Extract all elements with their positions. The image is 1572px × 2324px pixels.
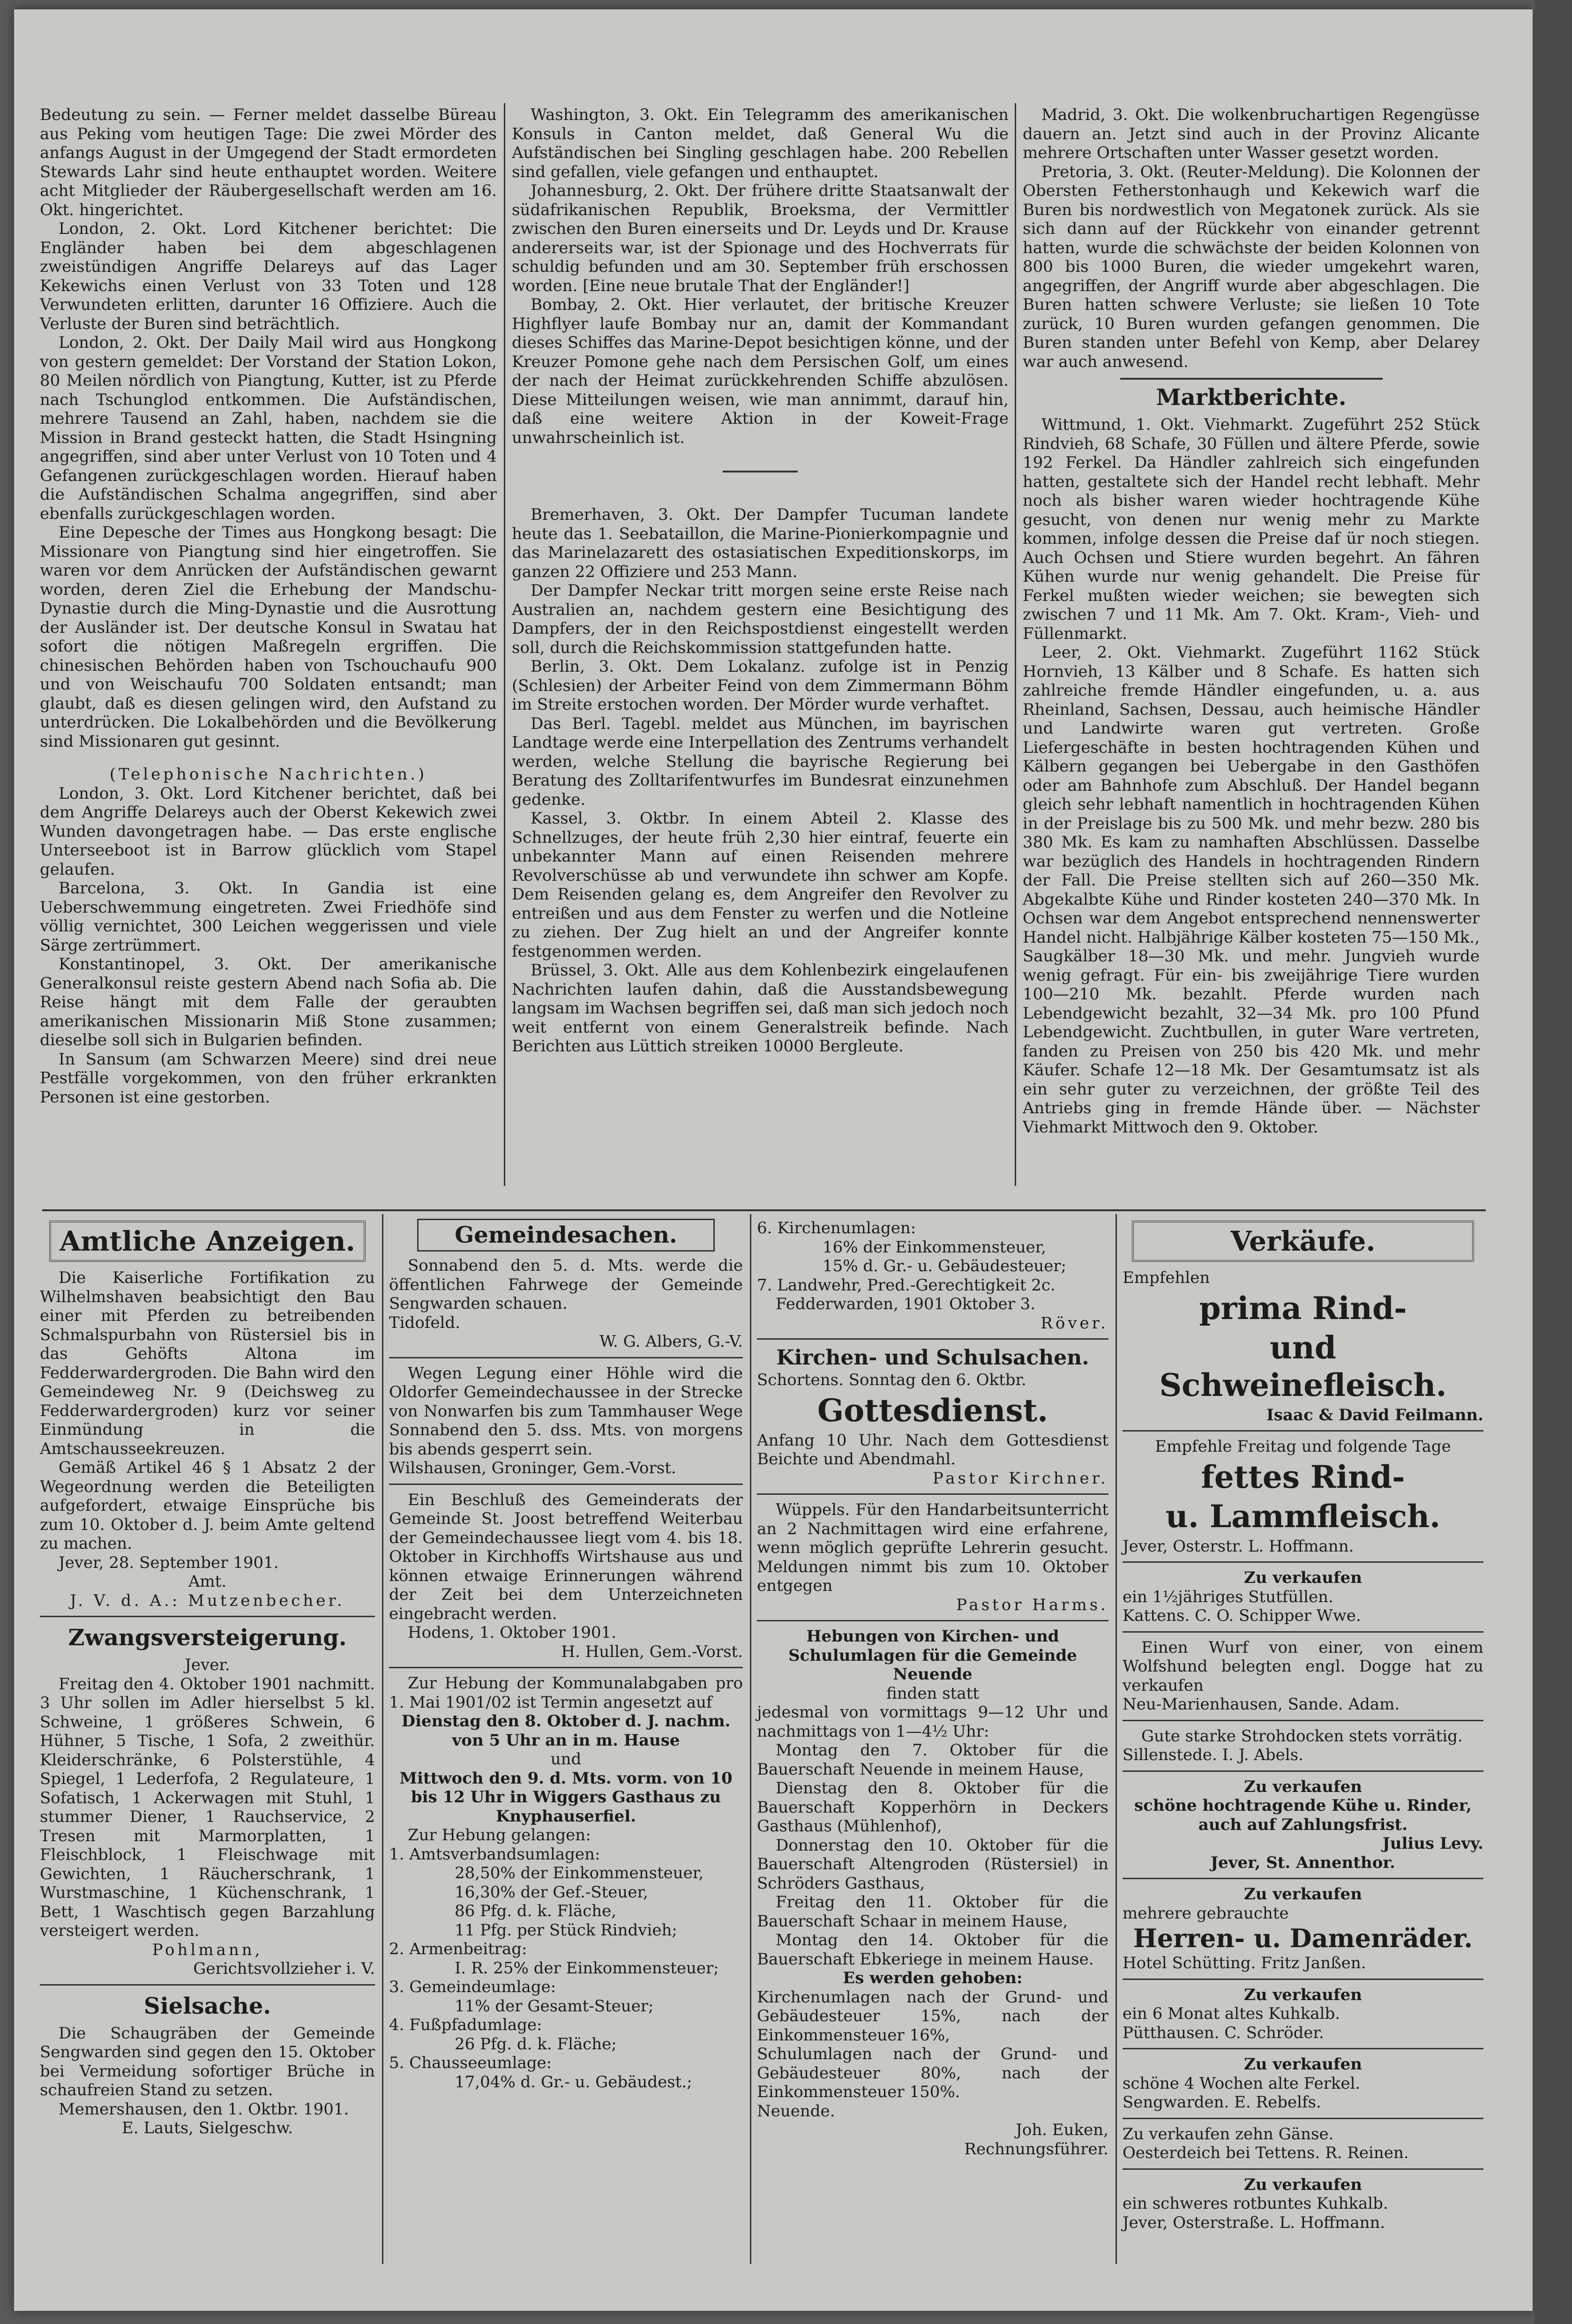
list-item: 6. Kirchenumlagen: xyxy=(757,1219,916,1237)
list-item: 3. Gemeindeumlage: xyxy=(389,1978,556,1996)
list-item: 17,04% d. Gr.- u. Gebäudest.; xyxy=(455,2072,692,2092)
ad-sign: Jever, St. Annenthor. xyxy=(1210,1853,1396,1872)
notice: Wegen Legung einer Höhle wird die Oldorfer Gemeindechaussee in der Strecke von Nonwarfen bis zum Tammhauser Wege Sonnabend den 5. dss. Mts. von morgens bis abends gesperrt sein. xyxy=(389,1364,743,1459)
list-item: Montag den 7. Oktober für die Bauerschaft Neuende in meinem Hause, xyxy=(757,1741,1108,1779)
ad-headline: Herren- u. Damenräder. xyxy=(1133,1923,1473,1953)
ad-text: Einen Wurf von einer, von einem Wolfshund belegten engl. Dogge hat zu verkaufen xyxy=(1123,1638,1483,1695)
section-rule xyxy=(42,1209,1486,1211)
notice: Wüppels. Für den Handarbeitsunterricht an 2 Nachmittagen wird eine erfahrene, wenn möglich geprüfte Lehrerin gesucht. Meldungen nimmt bis zum 10. Oktober entgegen xyxy=(757,1500,1108,1595)
article: Johannesburg, 2. Okt. Der frühere dritte Staatsanwalt der südafrikanischen Republik, Broeksma, der Vermittler zwischen den Buren einerseits und Dr. Leyds und Dr. Krause andererseits war, ist der Spionage und des Hochverrats für schuldig befunden und am 30. September früh erschossen worden. [Eine neue brutale That der Engländer!] xyxy=(512,181,1009,295)
divider xyxy=(389,1667,743,1668)
list-item: 28,50% der Einkommensteuer, xyxy=(455,1864,704,1882)
list-item: 16,30% der Gef.-Steuer, xyxy=(455,1882,648,1902)
divider xyxy=(1123,1770,1483,1772)
article: London, 2. Okt. Lord Kitchener berichtet: Die Engländer haben bei dem abgeschlagenen zweistündigen Angriffe Delareys auf das Lager Kekewichs einen Verlust von 33 Toten und 128 Verwundeten erlitten, darunter 16 Offiziere. Auch die Verluste der Buren sind beträchtlich. xyxy=(40,219,497,333)
ad-sign: Sillenstede. I. J. Abels. xyxy=(1123,1746,1303,1764)
notice-bold: Dienstag den 8. Oktober d. J. nachm. von 5 Uhr an in m. Hause xyxy=(401,1712,731,1750)
notice-sign: Pohlmann, xyxy=(152,1940,263,1959)
notice: Gemäß Artikel 46 § 1 Absatz 2 der Wegeordnung werden die Beteiligten aufgefordert, etwaige Einsprüche bis zum 10. Oktober d. J. beim Amte geltend zu machen. xyxy=(40,1458,375,1553)
ad-text: ein 1½jähriges Stutfüllen. xyxy=(1123,1587,1333,1606)
list-item: 15% d. Gr.- u. Gebäudesteuer; xyxy=(823,1257,1067,1275)
divider xyxy=(1120,378,1383,380)
notice-office: Amt. xyxy=(188,1572,227,1591)
notice-sign: Gerichtsvollzieher i. V. xyxy=(193,1959,375,1978)
divider xyxy=(1123,1561,1483,1563)
ad-text: ein schweres rotbuntes Kuhkalb. xyxy=(1123,2194,1388,2213)
ad-sign: Julius Levy. xyxy=(1382,1834,1483,1853)
ad-text: schöne 4 Wochen alte Ferkel. xyxy=(1123,2074,1361,2093)
article: Washington, 3. Okt. Ein Telegramm des amerikanischen Konsuls in Canton meldet, daß General Wu die Aufständischen bei Singling geschlagen habe. 200 Rebellen sind gefallen, viele gefangen und enthauptet. xyxy=(512,105,1009,181)
ads-column-2 xyxy=(389,1219,743,2092)
news-column-1 xyxy=(40,105,497,1107)
divider xyxy=(1123,2118,1483,2119)
notice: Zur Hebung der Kommunalabgaben pro 1. Mai 1901/02 ist Termin angesetzt auf xyxy=(389,1674,743,1712)
column-rule-1 xyxy=(504,103,505,1186)
divider xyxy=(1123,1430,1483,1432)
section-heading: (Telephonische Nachrichten.) xyxy=(109,765,427,784)
notice-sign: Röver. xyxy=(1041,1313,1108,1333)
column-rule-4 xyxy=(750,1214,751,2264)
article: London, 2. Okt. Der Daily Mail wird aus Hongkong von gestern gemeldet: Der Vorstand der Station Lokon, 80 Meilen nördlich von Piangtung, Kutter, ist zu Pferde nach Tschunglod entkommen. Die Aufständischen, mehrere Tausend an Zahl, haben, nachdem sie die Mission in Brand gesteckt hatten, die Stadt Hsingning angegriffen, sind aber unter Verlust von 10 Toten und 4 Gefangenen zurückgeschlagen worden. Hierauf haben die Aufständischen Schalma angegriffen, sind aber ebenfalls zurückgeschlagen worden. xyxy=(40,333,497,523)
article: Berlin, 3. Okt. Dem Lokalanz. zufolge ist in Penzig (Schlesien) der Arbeiter Feind von dem Zimmermann Böhm im Streite erstochen worden. Der Mörder wurde verhaftet. xyxy=(512,657,1009,714)
notice: Schulumlagen nach der Grund- und Gebäudesteuer 80%, nach der Einkommensteuer 150%. xyxy=(757,2045,1108,2101)
ad-sign: Sengwarden. E. Rebelfs. xyxy=(1123,2093,1321,2112)
hebungen-gehoben: Es werden gehoben: xyxy=(843,1969,1023,1987)
notice-sign: J. V. d. A.: Mutzenbecher. xyxy=(70,1591,345,1610)
ad-text: Gute starke Strohdocken stets vorrätig. xyxy=(1141,1726,1463,1746)
ad-headline: prima Rind- xyxy=(1199,1289,1407,1327)
ad-headline: u. Lammfleisch. xyxy=(1165,1498,1441,1535)
list-item: 5. Chausseeumlage: xyxy=(389,2054,552,2072)
page-edge xyxy=(1535,0,1572,2324)
ads-column-3 xyxy=(757,1219,1108,2159)
list-item: 11% der Gesamt-Steuer; xyxy=(455,1996,654,2016)
ad-headline: fettes Rind- xyxy=(1201,1458,1405,1495)
notice: Sonnabend den 5. d. Mts. werde die öffentlichen Fahrwege der Gemeinde Sengwarden schauen. xyxy=(389,1256,743,1313)
list-item: 11 Pfg. per Stück Rindvieh; xyxy=(455,1920,677,1940)
article: London, 3. Okt. Lord Kitchener berichtet, daß bei dem Angriffe Delareys auch der Oberst Kekewich zwei Wunden davongetragen habe. — Das erste englische Unterseeboot ist in Barrow glücklich vom Stapel gelaufen. xyxy=(40,784,497,879)
list-item: 1. Amtsverbandsumlagen: xyxy=(389,1844,600,1864)
article: Leer, 2. Okt. Viehmarkt. Zugeführt 1162 Stück Hornvieh, 13 Kälber und 8 Schafe. Es hatten sich zahlreiche fremde Händler eingefunden, u. a. aus Rheinland, Sachsen, Dessau, auch heimische Händler und Landwirte waren gut vertreten. Große Liefergeschäfte in besten hochtragenden Kühen und Kälbern gegangen bei Uebergabe in den Gasthöfen oder am Bahnhofe zum Abschluß. Der Handel begann gleich sehr lebhaft namentlich in hochtragenden Kühen in der Preislage bis zu 500 Mk. und mehr bezw. 280 bis 380 Mk. Es kam zu namhaften Abschlüssen. Dasselbe war bezüglich des Handels in hochtragenden Rindern der Fall. Die Preise stellten sich auf 260—350 Mk. Abgekalbte Kühe und Rinder kosteten 240—370 Mk. In Ochsen war dem Angebot entsprechend nennenswerter Handel nicht. Halbjährige Kälber kosteten 75—150 Mk., Saugkälber 18—30 Mk. und mehr. Jungvieh wurde wenig gefragt. Für ein- bis zweijährige Tiere wurden 100—210 Mk. bezahlt. Pferde wurden nach Lebendgewicht bezahlt, 32—34 Mk. pro 100 Pfund Lebendgewicht. Zuchtbullen, in guter Ware vertreten, fanden zu Preisen von 250 bis 420 Mk. und mehr Käufer. Schafe 12—18 Mk. Der Gesamtumsatz ist als ein sehr guter zu verzeichnen, der größte Teil des Antriebs ging in fremde Hände über. — Nächster Viehmarkt Mittwoch den 9. Oktober. xyxy=(1023,643,1480,1137)
ad-heading: Zu verkaufen xyxy=(1244,1568,1362,1587)
divider xyxy=(40,1616,375,1617)
notice-date: Fedderwarden, 1901 Oktober 3. xyxy=(776,1295,1036,1313)
notice-sign: E. Lauts, Sielgeschw. xyxy=(121,2119,293,2137)
ad-sign: Jever, Osterstraße. L. Hoffmann. xyxy=(1123,2213,1385,2232)
markt-heading: Marktberichte. xyxy=(1156,384,1347,411)
hebungen-sub: finden statt xyxy=(886,1684,979,1703)
ad-text: Zu verkaufen zehn Gänse. xyxy=(1123,2124,1334,2144)
ad-sign: Oesterdeich bei Tettens. R. Reinen. xyxy=(1123,2144,1409,2162)
notice: Die Kaiserliche Fortifikation zu Wilhelmshaven beabsichtigt den Bau einer mit Pferden zu betreibenden Schmalspurbahn von Rüstersiel bis in das Gehöfts Altona im Fedderwardergroden. Die Bahn wird den Gemeindeweg Nr. 9 (Deichsweg zu Fedderwardergroden) kurz vor seiner Einmündung in die Amtschausseekreuzen. xyxy=(40,1268,375,1458)
notice: Anfang 10 Uhr. Nach dem Gottesdienst Beichte und Abendmahl. xyxy=(757,1431,1108,1469)
divider xyxy=(757,1620,1108,1621)
ads-column-4 xyxy=(1123,1219,1483,2232)
ad-heading: Zu verkaufen xyxy=(1244,2175,1362,2194)
divider xyxy=(757,1338,1108,1340)
ad-text: schöne hochtragende Kühe u. Rinder, auch auf Zahlungsfrist. xyxy=(1134,1796,1472,1834)
news-column-3 xyxy=(1023,105,1480,1137)
ad-heading: Zu verkaufen xyxy=(1244,1777,1362,1796)
news-column-2 xyxy=(512,105,1009,1056)
list-item: 26 Pfg. d. k. Fläche; xyxy=(455,2034,617,2054)
notice-sign: Pastor Kirchner. xyxy=(932,1469,1108,1488)
ad-headline: und Schweinefleisch. xyxy=(1159,1329,1447,1403)
divider xyxy=(757,1493,1108,1495)
notice-date: Jever, 28. September 1901. xyxy=(59,1553,279,1572)
divider xyxy=(723,471,798,472)
list-item: 7. Landwehr, Pred.-Gerechtigkeit 2c. xyxy=(757,1275,1055,1295)
notice-date: Memershausen, den 1. Oktbr. 1901. xyxy=(59,2099,349,2119)
list-item: 2. Armenbeitrag: xyxy=(389,1940,527,1958)
ad-sign: Jever, Osterstr. L. Hoffmann. xyxy=(1123,1537,1354,1556)
article: Eine Depesche der Times aus Hongkong besagt: Die Missionare von Piangtung sind hier eingetroffen. Sie waren vor dem Anrücken der Aufständischen gewarnt worden, deren Ziel die Erhebung der Mandschu-Dynastie durch die Ming-Dynastie und die Ausrottung der Ausländer ist. Der deutsche Konsul in Swatau hat sofort die nötigen Maßregeln ergriffen. Die chinesischen Behörden haben von Tschouchaufu 900 und von Weischaufu 700 Soldaten entsandt; man glaubt, daß es diesen gelingen wird, den Aufstand zu unterdrücken. Die Lokalbehörden und die Bevölkerung sind Missionaren gut gesinnt. xyxy=(40,523,497,751)
list-item: Freitag den 11. Oktober für die Bauerschaft Schaar in meinem Hause, xyxy=(757,1893,1108,1931)
ad-sign: Hotel Schütting. Fritz Janßen. xyxy=(1123,1954,1366,1972)
notice: Die Schaugräben der Gemeinde Sengwarden sind gegen den 15. Oktober bei Vermeidung sofortiger Brüche in schaufreien Stand zu setzen. xyxy=(40,2024,375,2099)
notice-sign: Pastor Harms. xyxy=(956,1595,1108,1614)
notice-place: Neuende. xyxy=(757,2101,835,2121)
list-item: I. R. 25% der Einkommensteuer; xyxy=(455,1958,719,1978)
article: Bremerhaven, 3. Okt. Der Dampfer Tucuman landete heute das 1. Seebataillon, die Marine-Pionierkompagnie und das Marinelazarett des ostasiatischen Expeditionskorps, im ganzen 22 Offiziere und 253 Mann. xyxy=(512,505,1009,581)
divider xyxy=(1123,2168,1483,2170)
amtliche-heading: Amtliche Anzeigen. xyxy=(49,1221,366,1262)
column-rule-3 xyxy=(382,1214,383,2264)
notice-sign: W. G. Albers, G.-V. xyxy=(599,1332,743,1351)
article: Bedeutung zu sein. — Ferner meldet dasselbe Büreau aus Peking vom heutigen Tage: Die zwei Mörder des anfangs August in der Umgegend der Stadt ermordeten Stewards Lahr sind heute enthauptet worden. Weitere acht Mitglieder der Räubergesellschaft werden am 16. Okt. hingerichtet. xyxy=(40,105,497,219)
ad-heading: Zu verkaufen xyxy=(1244,2055,1362,2074)
article: Kassel, 3. Oktbr. In einem Abteil 2. Klasse des Schnellzuges, der heute früh 2,30 hier eintraf, feuerte ein unbekannter Mann auf einen Reisenden mehrere Revolverschüsse ab und verwundete ihn schwer am Kopfe. Dem Reisenden gelang es, dem Angreifer den Revolver zu entreißen und aus dem Fenster zu werfen und die Notleine zu ziehen. Der Zug hielt an und der Angreifer konnte festgenommen werden. xyxy=(512,809,1009,961)
zwang-place: Jever. xyxy=(185,1656,230,1674)
divider xyxy=(1123,1878,1483,1879)
ad-sign: Isaac & David Feilmann. xyxy=(1266,1405,1483,1424)
list-item: 86 Pfg. d. k. Fläche, xyxy=(455,1902,617,1920)
list-item: Montag den 14. Oktober für die Bauerschaft Ebkeriege in meinem Hause. xyxy=(757,1931,1108,1969)
notice: Ein Beschluß des Gemeinderats der Gemeinde St. Joost betreffend Weiterbau der Gemeindechaussee liegt vom 4. bis 18. Oktober in Kirchhoffs Wirtshause aus und können etwaige Erinnerungen während der Zeit bei dem Unterzeichneten eingebracht werden. xyxy=(389,1490,743,1623)
notice: Freitag den 4. Oktober 1901 nachmitt. 3 Uhr sollen im Adler hierselbst 5 kl. Schweine, 1 größeres Schwein, 6 Hühner, 5 Tische, 1 Sofa, 2 zweithür. Kleiderschränke, 6 Polsterstühle, 4 Spiegel, 1 Lederfofa, 2 Regulateure, 1 Sofatisch, 1 Ackerwagen mit Stuhl, 1 stummer Diener, 1 Rauchservice, 2 Tresen mit Marmorplatten, 1 Fleischblock, 1 Fleischwage mit Gewichten, 1 Räucherschrank, 1 Wurstmaschine, 1 Küchenschrank, 1 Bett, 1 Waschtisch gegen Barzahlung versteigert werden. xyxy=(40,1674,375,1940)
article: Pretoria, 3. Okt. (Reuter-Meldung). Die Kolonnen der Obersten Fetherstonhaugh und Kekewich warf die Buren bis nordwestlich von Megatonek zurück. Als sie sich dann auf der Rückkehr von einander getrennt hatten, wurde die schwächste der beiden Kolonnen von 800 bis 1000 Buren, die wieder umgekehrt waren, angegriffen, der Angriff wurde aber abgeschlagen. Die Buren hatten schwere Verluste; sie ließen 10 Tote zurück, 10 Buren wurden gefangen genommen. Die Buren standen unter Befehl von Kemp, aber Delarey war auch anwesend. xyxy=(1023,162,1480,371)
divider xyxy=(1123,1631,1483,1633)
list-item: Dienstag den 8. Oktober für die Bauerschaft Kopperhörn in Deckers Gasthaus (Mühlenhof), xyxy=(757,1779,1108,1836)
article: Barcelona, 3. Okt. In Gandia ist eine Ueberschwemmung eingetreten. Zwei Friedhöfe sind völlig vernichtet, 300 Leichen weggerissen und viele Särge zertrümmert. xyxy=(40,879,497,955)
ad-sign: Kattens. C. O. Schipper Wwe. xyxy=(1123,1606,1361,1625)
ad-heading: Zu verkaufen xyxy=(1244,1885,1362,1904)
notice-place: Schortens. Sonntag den 6. Oktbr. xyxy=(757,1371,1026,1389)
zwang-heading: Zwangsversteigerung. xyxy=(68,1625,347,1651)
list-item: 16% der Einkommensteuer, xyxy=(823,1237,1047,1257)
ad-text: mehrere gebrauchte xyxy=(1123,1904,1289,1923)
divider xyxy=(389,1357,743,1358)
divider xyxy=(1123,1979,1483,1980)
divider xyxy=(40,1984,375,1986)
article: Brüssel, 3. Okt. Alle aus dem Kohlenbezirk eingelaufenen Nachrichten laufen dahin, daß die Ausstandsbewegung langsam im Wachsen begriffen sei, daß man sich jedoch noch weit entfernt von einem Generalstreik befinde. Nach Berichten aus Lüttich streiken 10000 Bergleute. xyxy=(512,961,1009,1056)
notice-sign: Joh. Euken, xyxy=(1016,2121,1108,2139)
ad-text: Empfehlen xyxy=(1123,1268,1210,1287)
ad-heading: Zu verkaufen xyxy=(1244,1985,1362,2004)
divider xyxy=(1123,2048,1483,2049)
kirchen-heading: Kirchen- und Schulsachen. xyxy=(776,1346,1089,1370)
gemeinde-heading: Gemeindesachen. xyxy=(417,1219,715,1252)
ad-sign: Neu-Marienhausen, Sande. Adam. xyxy=(1123,1695,1400,1714)
ad-sign: Pütthausen. C. Schröder. xyxy=(1123,2023,1324,2042)
notice-place: Tidofeld. xyxy=(389,1313,460,1332)
notice-bold: Mittwoch den 9. d. Mts. vorm. von 10 bis 12 Uhr in Wiggers Gasthaus zu Knyphauserfiel. xyxy=(399,1769,733,1826)
ads-column-1 xyxy=(40,1219,375,2138)
article: Das Berl. Tagebl. meldet aus München, im bayrischen Landtage werde eine Interpellation des Zentrums verhandelt werden, welche Stellung die bayrische Regierung bei Beratung des Zolltarifentwurfes im Bundesrat einzunehmen gedenke. xyxy=(512,714,1009,809)
notice: Kirchenumlagen nach der Grund- und Gebäudesteuer 15%, nach der Einkommensteuer 16%, xyxy=(757,1987,1108,2045)
list-item: 4. Fußpfadumlage: xyxy=(389,2016,542,2034)
gottesdienst-heading: Gottesdienst. xyxy=(817,1392,1048,1429)
divider xyxy=(389,1484,743,1485)
ad-text: Empfehle Freitag und folgende Tage xyxy=(1155,1437,1451,1456)
hebungen-heading: Hebungen von Kirchen- und Schulumlagen für die Gemeinde Neuende xyxy=(788,1627,1077,1684)
notice-date: Hodens, 1. Oktober 1901. xyxy=(408,1623,617,1642)
list-item: Donnerstag den 10. Oktober für die Bauerschaft Altengroden (Rüstersiel) in Schröders Gasthaus, xyxy=(757,1836,1108,1893)
article: In Sansum (am Schwarzen Meere) sind drei neue Pestfälle vorgekommen, von den früher erkrankten Personen ist eine gestorben. xyxy=(40,1050,497,1107)
verkaufe-heading: Verkäufe. xyxy=(1132,1221,1474,1262)
notice: jedesmal von vormittags 9—12 Uhr und nachmittags von 1—4½ Uhr: xyxy=(757,1703,1108,1741)
article: Konstantinopel, 3. Okt. Der amerikanische Generalkonsul reiste gestern Abend nach Sofia ab. Die Reise hängt mit dem Falle der geraubten amerikanischen Missionarin Miß Stone zusammen; dieselbe soll sich in Bulgarien befinden. xyxy=(40,955,497,1050)
notice-sign: H. Hullen, Gem.-Vorst. xyxy=(561,1642,743,1661)
notice-sign: Wilshausen, Groninger, Gem.-Vorst. xyxy=(389,1459,676,1477)
divider xyxy=(1123,1720,1483,1721)
column-rule-2 xyxy=(1015,103,1016,1186)
article: Madrid, 3. Okt. Die wolkenbruchartigen Regengüsse dauern an. Jetzt sind auch in der Provinz Alicante mehrere Ortschaften unter Wasser gesetzt worden. xyxy=(1023,105,1480,162)
siel-heading: Sielsache. xyxy=(143,1993,271,2019)
article: Bombay, 2. Okt. Hier verlautet, der britische Kreuzer Highflyer laufe Bombay nur an, damit der Kommandant dieses Schiffes das Marine-Depot besichtigen könne, und der Kreuzer Pomone gehe nach dem Persischen Golf, um eines der nach der Heimat zurückkehrenden Schiffe abzulösen. Diese Mitteilungen weisen, wie man annimmt, darauf hin, daß eine weitere Aktion in der Koweit-Frage unwahrscheinlich ist. xyxy=(512,295,1009,447)
article: Der Dampfer Neckar tritt morgen seine erste Reise nach Australien an, nachdem gestern eine Besichtigung des Dampfers, der in den Reichspostdienst eingestellt werden soll, durch die Reichskommission stattgefunden hatte. xyxy=(512,581,1009,657)
ad-text: ein 6 Monat altes Kuhkalb. xyxy=(1123,2004,1340,2023)
notice-und: und xyxy=(550,1750,582,1769)
notice: Zur Hebung gelangen: xyxy=(408,1826,591,1844)
column-rule-5 xyxy=(1115,1214,1117,2264)
article: Wittmund, 1. Okt. Viehmarkt. Zugeführt 252 Stück Rindvieh, 68 Schafe, 30 Füllen und ältere Pferde, sowie 192 Ferkel. Da Händler zahlreich sich eingefunden hatten, gestaltete sich der Handel recht lebhaft. Mehr noch als bisher waren wieder hochtragende Kühe gesucht, von denen nur wenig mehr zu Markte kommen, infolge dessen die Preise daf ür noch stiegen. Auch Ochsen und Stiere wurden begehrt. An fähren Kühen wurde nur wenig gehandelt. Die Preise für Ferkel mußten wieder weichen; sie bewegten sich zwischen 7 und 11 Mk. Am 7. Okt. Kram-, Vieh- und Füllenmarkt. xyxy=(1023,415,1480,643)
notice-sign: Rechnungsführer. xyxy=(964,2139,1108,2159)
